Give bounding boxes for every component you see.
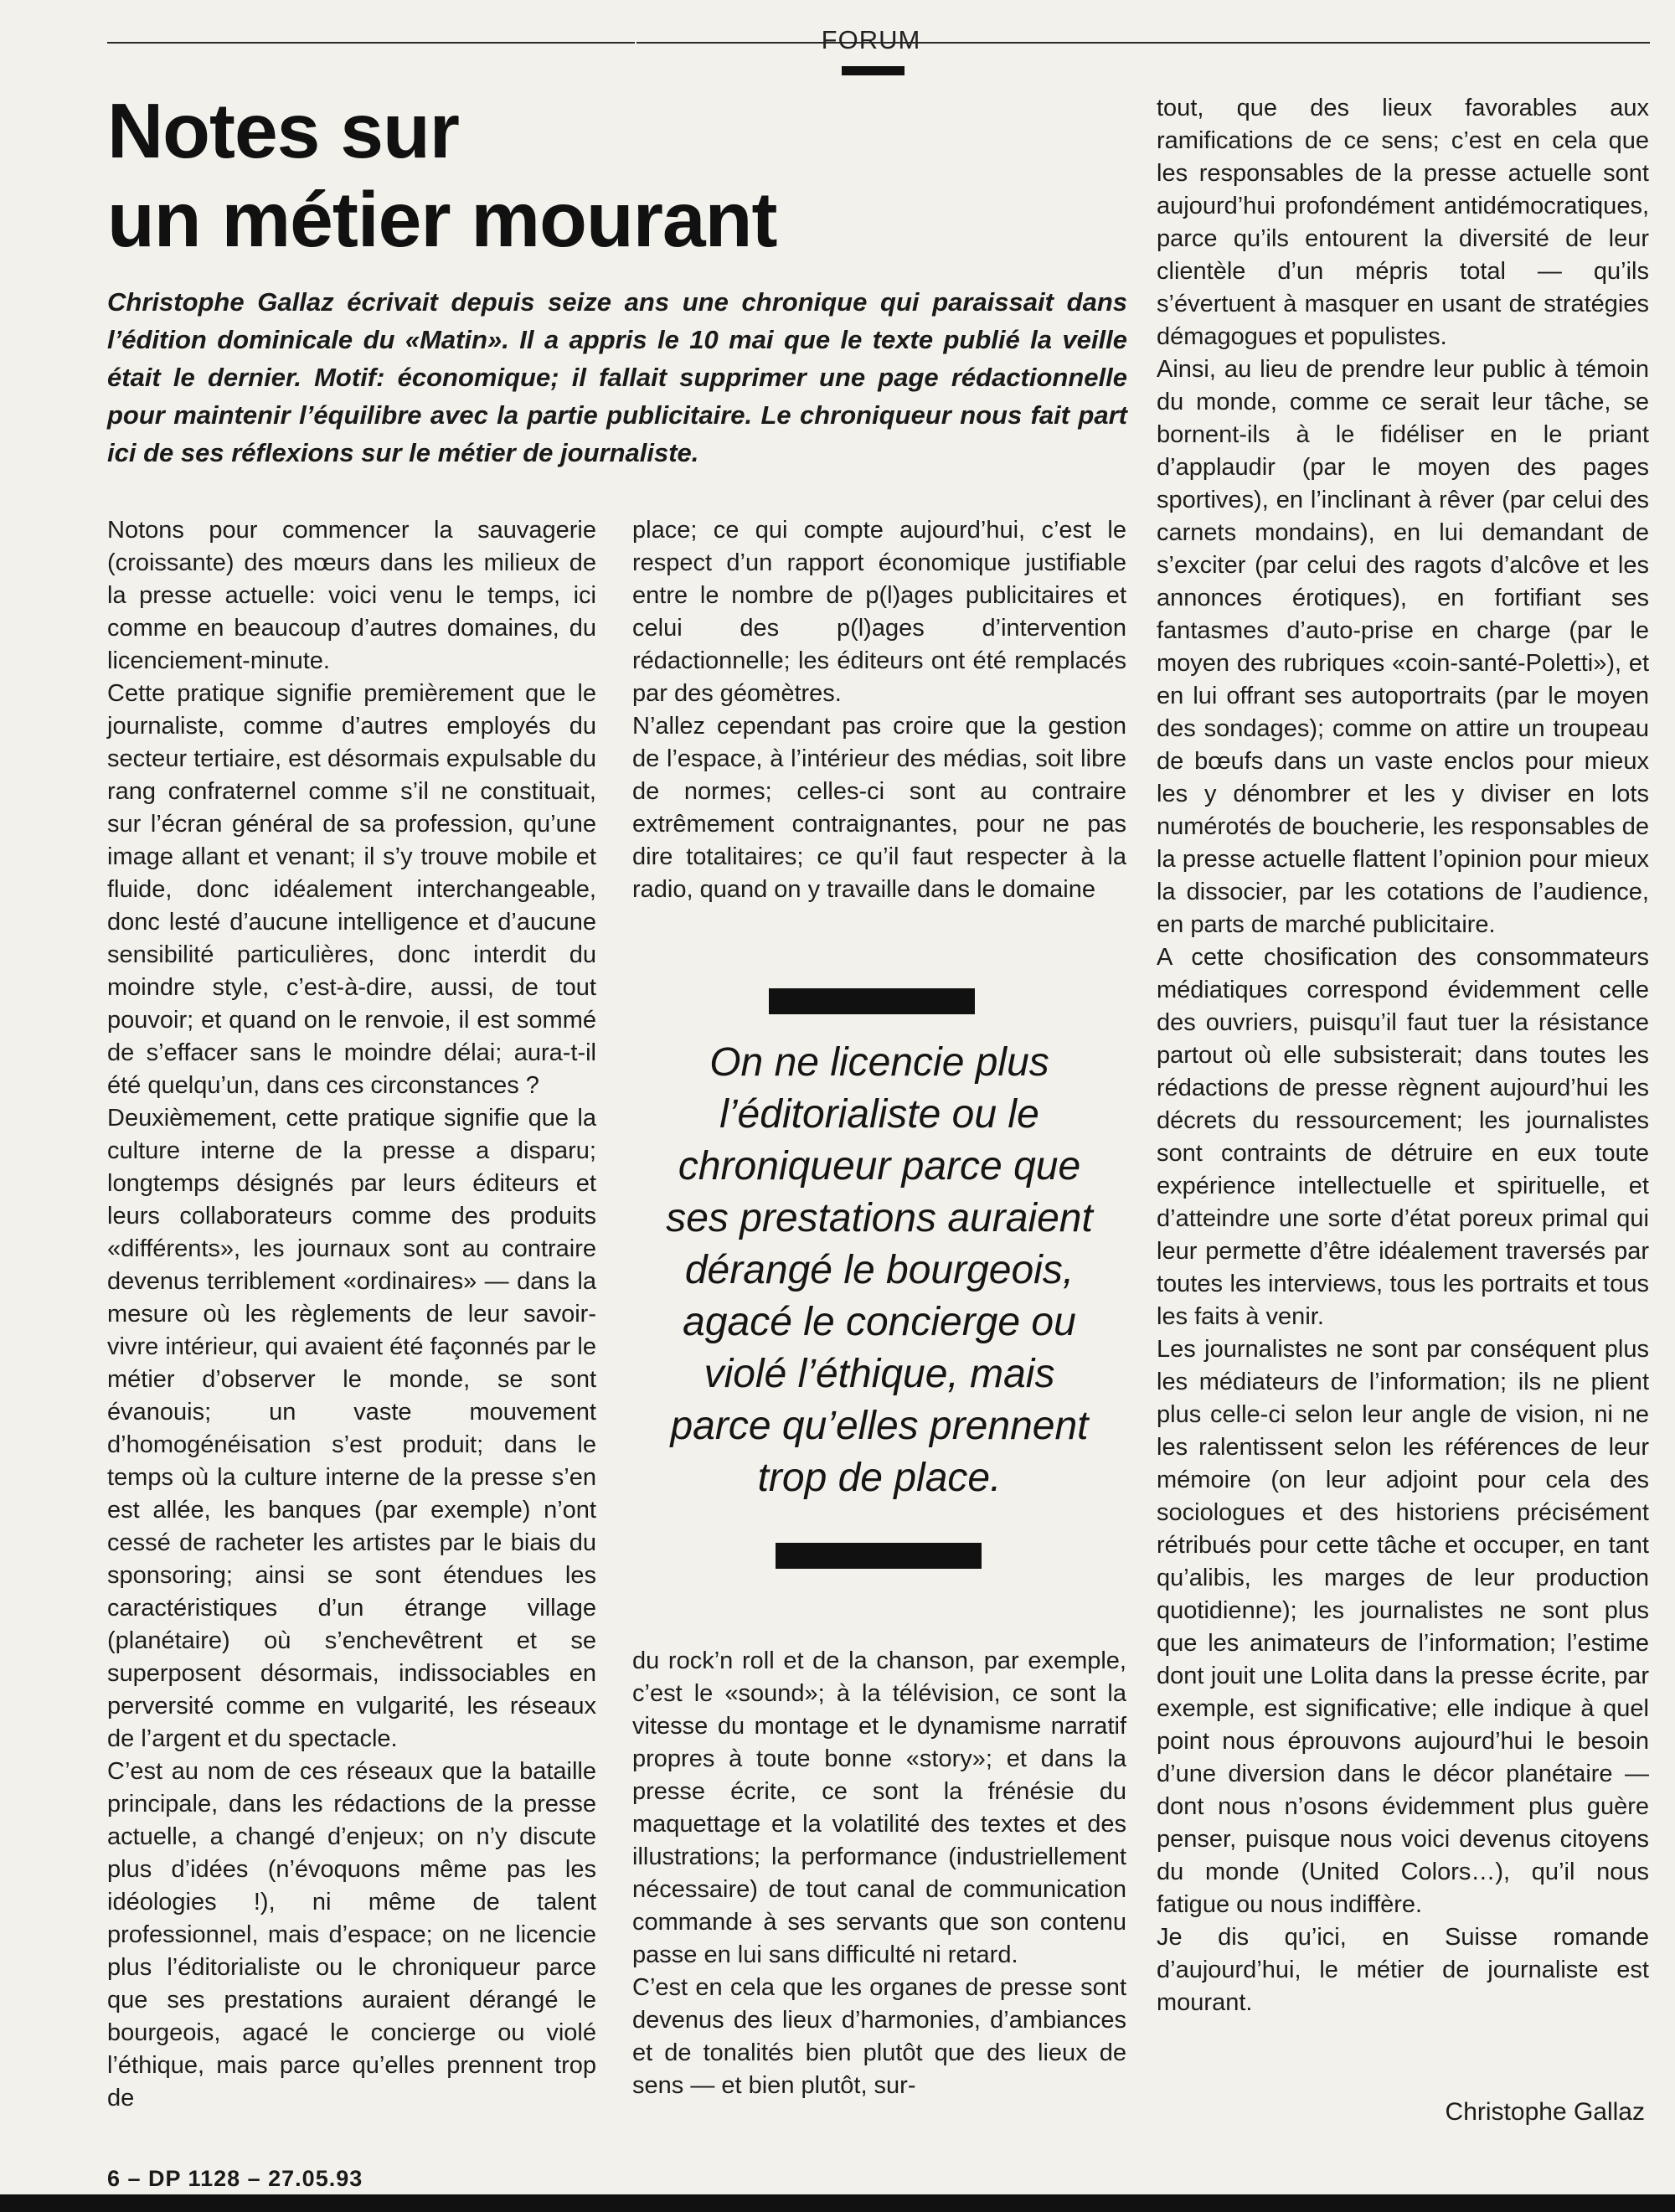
header-rule-left: [107, 42, 635, 44]
paragraph: Je dis qu’ici, en Suisse romande d’aujourd’hui, le métier de journaliste est mourant.: [1157, 1924, 1649, 2016]
paragraph: Deuxièmement, cette pratique signifie que la culture interne de la presse a disparu; longtemps désignés par leurs éditeurs et leurs collaborateurs comme des produits «différents», les journaux sont au contraire devenus terriblement «ordinaires» — dans la mesure où les règlements de leur savoir-vivre intérieur, qui avaient été façonnés par le métier d’observer le monde, se sont évanouis; un vaste mouvement d’homogénéisation s’est produit; dans le temps où la culture interne de la presse s’en est allée, les banques (par exemple) n’ont cessé de racheter les artistes par le biais du sponsoring; ainsi se sont étendues les caractéristiques d’un étrange village (planétaire) où s’enchevêtrent et se superposent désormais, indissociables en perversité comme en vulgarité, les réseaux de l’argent et du spectacle.: [107, 1105, 596, 1752]
section-label: FORUM: [821, 25, 921, 54]
pull-quote: On ne licencie plus l’éditorialiste ou le chroniqueur parce que ses prestations auraient dérangé le bourgeois, agacé le concierge ou violé l’éthique, mais parce qu’elles prennent trop de place.: [666, 1040, 1093, 1500]
paragraph: Cette pratique signifie premièrement que le journaliste, comme d’autres employés du secteur tertiaire, est désormais expulsable du rang confraternel comme s’il ne constituait, sur l’écran général de sa profession, qu’une image allant et venant; il s’y trouve mobile et fluide, donc idéalement interchangeable, donc lesté d’aucune intelligence et d’aucune sensibilité particulières, donc interdit du moindre style, c’est-à-dire, aussi, de tout pouvoir; et quand on le renvoie, il est sommé de s’effacer sans le moindre délai; aura-t-il été quelqu’un, dans ces circonstances ?: [107, 680, 596, 1099]
paragraph: tout, que des lieux favorables aux ramifications de ce sens; c’est en cela que les responsables de la presse actuelle sont aujourd’hui profondément antidémocratiques, parce qu’ils entourent la diversité de leur clientèle d’un mépris total — qu’ils s’évertuent à masquer en usant de stratégies démagogues et populistes.: [1157, 95, 1649, 350]
column-3: [1157, 92, 1649, 2019]
headline-line-2: un métier mourant: [107, 176, 777, 263]
article-headline: [107, 86, 1028, 264]
column-1: [107, 514, 596, 2115]
headline-line-1: Notes sur: [107, 87, 459, 174]
paragraph: C’est au nom de ces réseaux que la bataille principale, dans les rédactions de la presse actuelle, a changé d’enjeux; on n’y discute plus d’idées (n’évoquons même pas les idéologies !), ni même de talent professionnel, mais d’espace; on ne licencie plus l’éditorialiste ou le chroniqueur parce que ses prestations auraient dérangé le bourgeois, agacé le concierge ou violé l’éthique, mais parce qu’elles prennent trop de: [107, 1758, 596, 2111]
page-footer: 6 – DP 1128 – 27.05.93: [107, 2166, 363, 2191]
paragraph: Ainsi, au lieu de prendre leur public à témoin du monde, comme ce serait leur tâche, se bornent-ils à le fidéliser en le priant d’applaudir (par le moyen des pages sportives), en l’inclinant à rêver (par celui des carnets mondains), en lui demandant de s’exciter (par celui des ragots d’alcôve et les annonces érotiques), en fortifiant ses fantasmes d’auto-prise en charge (par le moyen des rubriques «coin-santé-Poletti»), et en lui offrant ses autoportraits (par le moyen des sondages); comme on attire un troupeau de bœufs dans un vaste enclos pour mieux les y dénombrer et les y diviser en lots numérotés de boucherie, les responsables de la presse actuelle flattent l’opinion pour mieux la dissocier, par les cotations de l’audience, en parts de marché publicitaire.: [1157, 356, 1649, 938]
section-tab-marker: [842, 66, 904, 75]
pull-quote-bar-top: [769, 988, 975, 1014]
paragraph: A cette chosification des consommateurs médiatiques correspond évidemment celle des ouvriers, puisqu’il faut tuer la résistance partout où elle subsisterait; dans toutes les rédactions de presse règnent aujourd’hui les décrets du ressourcement; les journalistes sont contraints de détruire en eux toute expérience intellectuelle et spirituelle, et d’atteindre une sorte d’état poreux primal qui leur permette d’être idéalement traversés par toutes les interviews, tous les portraits et tous les faits à venir.: [1157, 944, 1649, 1330]
pull-quote-bar-bottom: [776, 1543, 982, 1569]
header-rule-right: [1122, 42, 1650, 44]
paragraph: du rock’n roll et de la chanson, par exemple, c’est le «sound»; à la télévision, ce sont la vitesse du montage et le dynamisme narratif propres à toute bonne «story»; et dans la presse écrite, ce sont la frénésie du maquettage et la volatilité des textes et des illustrations; la performance (industriellement nécessaire) de tout canal de communication commande à ses servants que son contenu passe en lui sans difficulté ni retard.: [632, 1647, 1126, 1968]
column-2-bottom: [632, 1645, 1126, 2102]
paragraph: N’allez cependant pas croire que la gestion de l’espace, à l’intérieur des médias, soit libre de normes; celles-ci sont au contraire extrêmement contraignantes, pour ne pas dire totalitaires; ce qu’il faut respecter à la radio, quand on y travaille dans le domaine: [632, 713, 1126, 903]
paragraph: C’est en cela que les organes de presse sont devenus des lieux d’harmonies, d’ambiances et de tonalités bien plutôt que des lieux de sens — et bien plutôt, sur-: [632, 1974, 1126, 2099]
article-lead: Christophe Gallaz écrivait depuis seize ans une chronique qui paraissait dans l’édition dominicale du «Matin». Il a appris le 10 mai que le texte publié la veille était le dernier. Motif: économique; il fallait supprimer une page rédactionnelle pour maintenir l’équilibre avec la partie publicitaire. Le chroniqueur nous fait part ici de ses réflexions sur le métier de journaliste.: [107, 287, 1127, 467]
column-2-top: [632, 514, 1126, 906]
paragraph: Les journalistes ne sont par conséquent plus les médiateurs de l’information; ils ne plient plus celle-ci selon leur angle de vision, ni ne les ralentissent selon les références de leur mémoire (on leur adjoint pour cela des sociologues et des historiens précisément rétribués pour cette tâche et occuper, en tant qu’alibis, les marges de leur production quotidienne); les journalistes ne sont plus que les animateurs de l’information; l’estime dont jouit une Lolita dans la presse écrite, par exemple, est significative; elle indique à quel point nous éprouvons aujourd’hui le besoin d’une diversion dans le décor planétaire — dont nous n’osons évidemment plus guère penser, puisque nous voici devenus citoyens du monde (United Colors…), qu’il nous fatigue ou nous indiffère.: [1157, 1336, 1649, 1918]
scan-edge: [0, 2194, 1675, 2212]
paragraph: place; ce qui compte aujourd’hui, c’est le respect d’un rapport économique justifiable entre le nombre de p(l)ages publicitaires et celui des p(l)ages d’intervention rédactionnelle; les éditeurs ont été remplacés par des géomètres.: [632, 517, 1126, 707]
author-signature: Christophe Gallaz: [1445, 2098, 1645, 2126]
paragraph: Notons pour commencer la sauvagerie (croissante) des mœurs dans les milieux de la presse actuelle: voici venu le temps, ici comme en beaucoup d’autres domaines, du licenciement-minute.: [107, 517, 596, 674]
